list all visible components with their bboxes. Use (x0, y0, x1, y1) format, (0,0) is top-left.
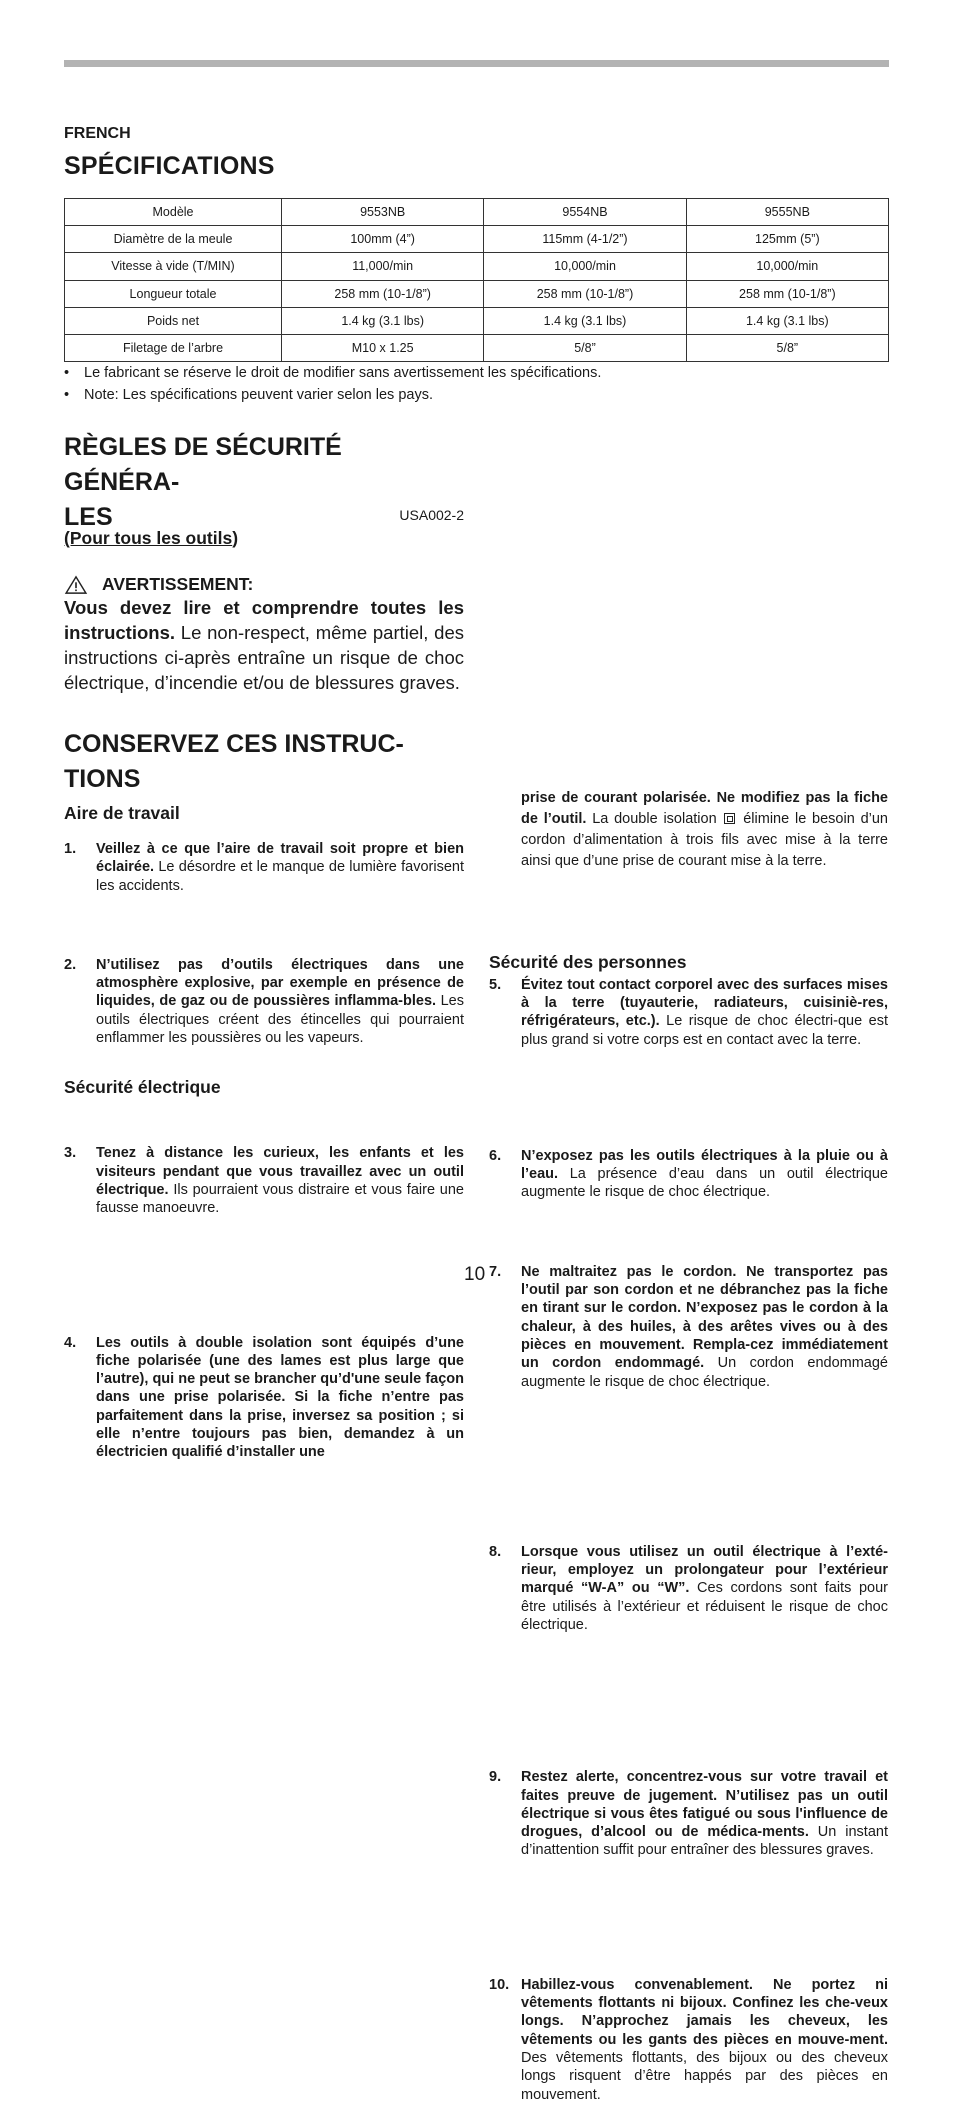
item-number: 5. (489, 976, 502, 993)
table-cell: 5/8” (686, 334, 888, 361)
warning-paragraph (64, 595, 464, 695)
item-number: 7. (489, 1263, 502, 1280)
item-bold: Lorsque vous utilisez un outil électrique à l’exté-rieur, employez un prolongateur pour l’extérieur marqué “W-A” ou “W”. (521, 1543, 888, 1597)
table-cell: 125mm (5”) (686, 226, 888, 253)
item-text: Des vêtements flottants, des bijoux ou des cheveux longs risquent d’être happés par des pièces en mouvement. (521, 2049, 888, 2103)
item-number: 10. (489, 1976, 510, 1993)
item-number: 1. (64, 841, 77, 857)
table-cell: 1.4 kg (3.1 lbs) (282, 307, 484, 334)
item-text: Un instant d’inattention suffit pour entraîner des blessures graves. (521, 1824, 888, 1859)
item-bold: Ne maltraitez pas le cordon. Ne transportez pas l’outil par son cordon et ne débranchez pas la fiche en tirant sur le cordon. N’exposez pas le cordon à la chaleur, à des huiles, à des arêtes vives ou à des pièces en mouvement. Rempla-cez immédiatement un cordon endommagé. (521, 1263, 888, 1372)
warning-text: Le non-respect, même partiel, des instructions ci-après entraîne un risque de choc électrique, d’incendie et/ou de blessures graves. (64, 622, 464, 693)
item-bold: Veillez à ce que l’aire de travail soit propre et bien éclairée. (96, 841, 464, 876)
warning-label: AVERTISSEMENT: (102, 574, 254, 594)
spec-note: • Note: Les spécifications peuvent varier selon les pays. (64, 384, 889, 406)
table-cell: 11,000/min (282, 253, 484, 280)
list-item (489, 1263, 888, 1391)
item-text: Le désordre et le manque de lumière favorisent les accidents. (96, 859, 464, 894)
table-row-label: Modèle (65, 199, 282, 226)
doc-code: USA002-2 (399, 507, 464, 523)
item-number: 3. (64, 1145, 77, 1162)
item-number: 9. (489, 1769, 502, 1786)
table-cell: 1.4 kg (3.1 lbs) (686, 307, 888, 334)
table-cell: 115mm (4-1/2”) (484, 226, 686, 253)
table-cell: 5/8” (484, 334, 686, 361)
warning-heading (64, 574, 464, 595)
item-text: Ils pourraient vous distraire et vous faire une fausse manoeuvre. (96, 1181, 464, 1217)
table-row (65, 199, 889, 226)
double-insulation-icon (724, 813, 735, 824)
table-cell: 258 mm (10-1/8”) (686, 280, 888, 307)
item-bold: Restez alerte, concentrez-vous sur votre travail et faites preuve de jugement. N’utilisez pas un outil électrique si vous êtes fatigué ou sous l'influence de drogues, d’alcool ou de médica-ments. (521, 1769, 888, 1841)
table-cell: 9554NB (484, 199, 686, 226)
table-row (65, 334, 889, 361)
item-text: élimine le besoin d’un cordon d’alimentation à trois fils avec mise à la terre ainsi que d’une prise de courant mise à la terre. (521, 810, 888, 869)
table-cell: M10 x 1.25 (282, 334, 484, 361)
table-cell: 9553NB (282, 199, 484, 226)
table-row-label: Vitesse à vide (T/MIN) (65, 253, 282, 280)
page-number: 10 (464, 1264, 486, 1285)
item-text: Ces cordons sont faits pour être utilisés à l’extérieur et réduisent le risque de choc électrique. (521, 1580, 888, 1633)
item-text: La présence d’eau dans un outil électrique augmente le risque de choc électrique. (521, 1166, 888, 1201)
language-label: FRENCH (64, 125, 131, 142)
table-row-label: Diamètre de la meule (65, 226, 282, 253)
item-text: Un cordon endommagé augmente le risque de choc électrique. (521, 1355, 888, 1390)
spec-notes (64, 362, 889, 406)
table-row-label: Poids net (65, 307, 282, 334)
warning-bold: Vous devez lire et comprendre toutes les instructions. (64, 597, 464, 643)
item-text: Les outils électriques créent des étincelles qui pourraient enflammer les poussières ou les vapeurs. (96, 993, 464, 1047)
table-cell: 10,000/min (686, 253, 888, 280)
warning-triangle-icon (64, 576, 88, 594)
item-bold: Habillez-vous convenablement. Ne portez ni vêtements flottants ni bijoux. Confinez les che-veux longs. N’approchez jamais les cheveux, les vêtements ou les gants des pièces en mouve-ment. (521, 1976, 888, 2048)
item-text: La double isolation (586, 810, 723, 827)
list-item (489, 1543, 888, 1634)
item-number: 2. (64, 956, 77, 973)
list-item (489, 1147, 888, 1202)
list-item (64, 1334, 464, 1462)
spec-note: • Le fabricant se réserve le droit de modifier sans avertissement les spécifications. (64, 362, 889, 384)
table-row (65, 280, 889, 307)
table-row (65, 307, 889, 334)
conserve-line2: TIONS (64, 765, 141, 793)
item-bold: N’exposez pas les outils électriques à la pluie ou à l’eau. (521, 1147, 888, 1183)
table-row-label: Longueur totale (65, 280, 282, 307)
table-row (65, 226, 889, 253)
specifications-table (64, 198, 889, 362)
table-row-label: Filetage de l’arbre (65, 334, 282, 361)
list-item (489, 976, 888, 1049)
list-item (64, 840, 464, 895)
item-bold: Les outils à double isolation sont équipés d’une fiche polarisée (une des lames est plus large que l’autre), qui ne peut se brancher qu’d'une seule façon dans une prise polarisée. Si la fiche n’entre pas parfaitement dans la prise, inversez sa position ; si elle n’entre toujours pas bien, demandez à un électricien qualifié d’installer une (96, 1334, 464, 1461)
top-rule (64, 60, 889, 67)
item-number: 4. (64, 1334, 77, 1351)
table-cell: 9555NB (686, 199, 888, 226)
specifications-title: SPÉCIFICATIONS (64, 152, 275, 180)
conserve-heading (64, 727, 464, 797)
safety-title-line2: LES (64, 503, 113, 531)
safety-title-line1: RÈGLES DE SÉCURITÉ GÉNÉRA- (64, 433, 342, 496)
item-text: Le risque de choc électri-que est plus grand si votre corps est en contact avec la terre. (521, 1013, 888, 1048)
item-number: 6. (489, 1147, 502, 1164)
section-personal: Sécurité des personnes (489, 952, 687, 972)
table-cell: 100mm (4”) (282, 226, 484, 253)
item-bold: N’utilisez pas d’outils électriques dans une atmosphère explosive, par exemple en présence de liquides, de gaz ou de poussières inflamma-bles. (96, 956, 464, 1010)
subtitle-close: ) (232, 528, 239, 548)
table-cell: 258 mm (10-1/8”) (282, 280, 484, 307)
list-item (64, 956, 464, 1047)
list-item (489, 1976, 888, 2104)
item-bold: prise de courant polarisée. Ne modifiez pas la fiche de l’outil. (521, 789, 888, 827)
item-bold: Tenez à distance les curieux, les enfants et les visiteurs pendant que vous travaillez avec un outil électrique. (96, 1145, 464, 1198)
section-work-area: Aire de travail (64, 803, 180, 823)
item-number: 8. (489, 1543, 502, 1560)
safety-subtitle (64, 528, 464, 549)
subtitle-text: (Pour tous les outils (64, 528, 233, 548)
table-cell: 258 mm (10-1/8”) (484, 280, 686, 307)
table-cell: 1.4 kg (3.1 lbs) (484, 307, 686, 334)
conserve-line1: CONSERVEZ CES INSTRUC- (64, 730, 404, 758)
list-item (489, 1768, 888, 1859)
table-row (65, 253, 889, 280)
list-item-continued (489, 788, 888, 872)
item-bold: Évitez tout contact corporel avec des surfaces mises à la terre (tuyauterie, radiateurs, cuisiniè-res, réfrigérateurs, etc.). (521, 976, 888, 1030)
table-cell: 10,000/min (484, 253, 686, 280)
section-electrical: Sécurité électrique (64, 1077, 221, 1097)
list-item (64, 1144, 464, 1217)
